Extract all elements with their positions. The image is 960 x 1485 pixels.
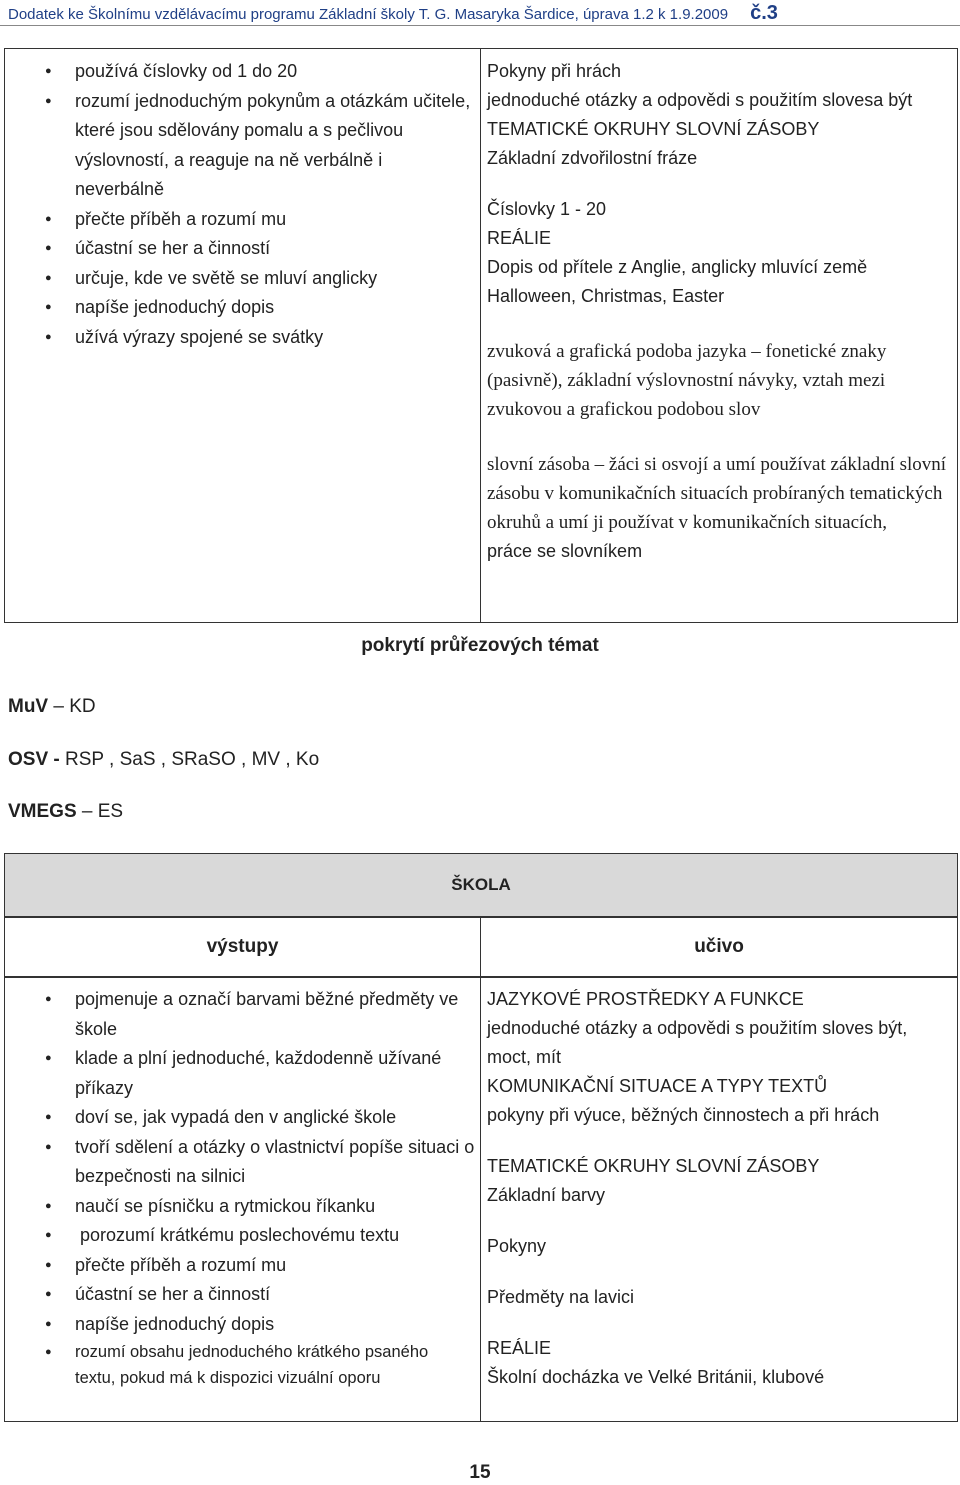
content-line: Školní docházka ve Velké Británii, klubové	[487, 1367, 825, 1387]
block1-outcomes-list	[5, 57, 480, 352]
content-line: jednoduché otázky a odpovědi s použitím sloves být, moct, mít	[487, 1018, 908, 1067]
content-heading: TEMATICKÉ OKRUHY SLOVNÍ ZÁSOBY	[487, 119, 820, 139]
header-title: Dodatek ke Školnímu vzdělávacímu programu Základní školy T. G. Masaryka Šardice, úprava 1.2 k 1.9.2009	[8, 6, 729, 23]
content-line: Základní zdvořilostní fráze	[487, 148, 698, 168]
list-item: ● napíše jednoduchý dopis	[5, 1310, 480, 1340]
header-number: č.3	[750, 2, 778, 24]
list-item: ● přečte příběh a rozumí mu	[5, 205, 480, 235]
content-line: Základní barvy	[487, 1185, 606, 1205]
content-line: Číslovky 1 - 20	[487, 199, 607, 219]
content-line: Pokyny při hrách	[487, 61, 622, 81]
list-item: ● účastní se her a činností	[5, 1280, 480, 1310]
content-line: jednoduché otázky a odpovědi s použitím slovesa být	[487, 90, 913, 110]
list-item: ● tvoří sdělení a otázky o vlastnictví popíše situaci o bezpečnosti na silnici	[5, 1133, 480, 1192]
header-divider	[0, 25, 960, 26]
content-line: Předměty na lavici	[487, 1287, 635, 1307]
content-heading: KOMUNIKAČNÍ SITUACE A TYPY TEXTŮ	[487, 1076, 828, 1096]
column-header-outcomes: výstupy	[5, 918, 481, 977]
document-header	[8, 2, 952, 24]
list-item: ● klade a plní jednoduché, každodenně užívané příkazy	[5, 1044, 480, 1103]
cross-code: OSV -	[8, 749, 66, 770]
list-item: ● účastní se her a činností	[5, 234, 480, 264]
content-heading: REÁLIE	[487, 1338, 552, 1358]
content-paragraph: slovní zásoba – žáci si osvojí a umí používat základní slovní zásobu v komunikačních situacích probíraných tematických okruhů a umí ji používat v komunikačních situacích,	[487, 454, 947, 533]
block2-content-cell	[481, 978, 958, 1422]
cross-value: – KD	[48, 696, 96, 717]
block1-content-cell	[481, 49, 958, 623]
page-number: 15	[469, 1462, 491, 1483]
list-item: ● naučí se písničku a rytmickou říkanku	[5, 1192, 480, 1222]
cross-row-vmegs	[8, 799, 123, 825]
block2-outcomes-cell	[5, 978, 481, 1422]
list-item: ● užívá výrazy spojené se svátky	[5, 323, 480, 353]
block1-outcomes-cell	[5, 49, 481, 623]
content-paragraph: zvuková a grafická podoba jazyka – fonetické znaky (pasivně), základní výslovnostní návyky, vztah mezi zvukovou a grafickou podobou slov	[487, 341, 887, 420]
list-item: ● používá číslovky od 1 do 20	[5, 57, 480, 87]
list-item: ● určuje, kde ve světě se mluví anglicky	[5, 264, 480, 294]
list-item: ● porozumí krátkému poslechovému textu	[5, 1221, 480, 1251]
content-line: práce se slovníkem	[487, 541, 643, 561]
content-line: Pokyny	[487, 1236, 547, 1256]
list-item: ● přečte příběh a rozumí mu	[5, 1251, 480, 1281]
cross-code: MuV	[8, 696, 49, 717]
cross-row-muv	[8, 694, 96, 720]
cross-code: VMEGS	[8, 801, 77, 822]
cross-topics-title: pokrytí průřezových témat	[361, 635, 599, 656]
content-heading: JAZYKOVÉ PROSTŘEDKY A FUNKCE	[487, 989, 804, 1009]
block2-title-table	[4, 853, 958, 917]
content-line: pokyny při výuce, běžných činnostech a při hrách	[487, 1105, 880, 1125]
content-heading: REÁLIE	[487, 228, 552, 248]
content-line: Halloween, Christmas, Easter	[487, 286, 725, 306]
content-heading: TEMATICKÉ OKRUHY SLOVNÍ ZÁSOBY	[487, 1156, 820, 1176]
list-item: ● rozumí obsahu jednoduchého krátkého psaného textu, pokud má k dispozici vizuální oporu	[5, 1339, 480, 1391]
block2-title: ŠKOLA	[5, 854, 958, 917]
cross-value: RSP , SaS , SRaSO , MV , Ko	[65, 749, 320, 770]
list-item: ● pojmenuje a označí barvami běžné předměty ve škole	[5, 985, 480, 1044]
content-line: Dopis od přítele z Anglie, anglicky mluvící země	[487, 257, 868, 277]
block2-table	[4, 977, 958, 1422]
cross-row-osv	[8, 747, 319, 773]
block1-table	[4, 48, 958, 623]
list-item: ● rozumí jednoduchým pokynům a otázkám učitele, které jsou sdělovány pomalu a s pečlivou výslovností, a reaguje na ně verbálně i neverbálně	[5, 87, 480, 205]
list-item: ● napíše jednoduchý dopis	[5, 293, 480, 323]
block2-header-table	[4, 917, 958, 977]
list-item: ● doví se, jak vypadá den v anglické škole	[5, 1103, 480, 1133]
block2-outcomes-list	[5, 985, 480, 1391]
column-header-content: učivo	[481, 918, 958, 977]
cross-value: – ES	[76, 801, 124, 822]
